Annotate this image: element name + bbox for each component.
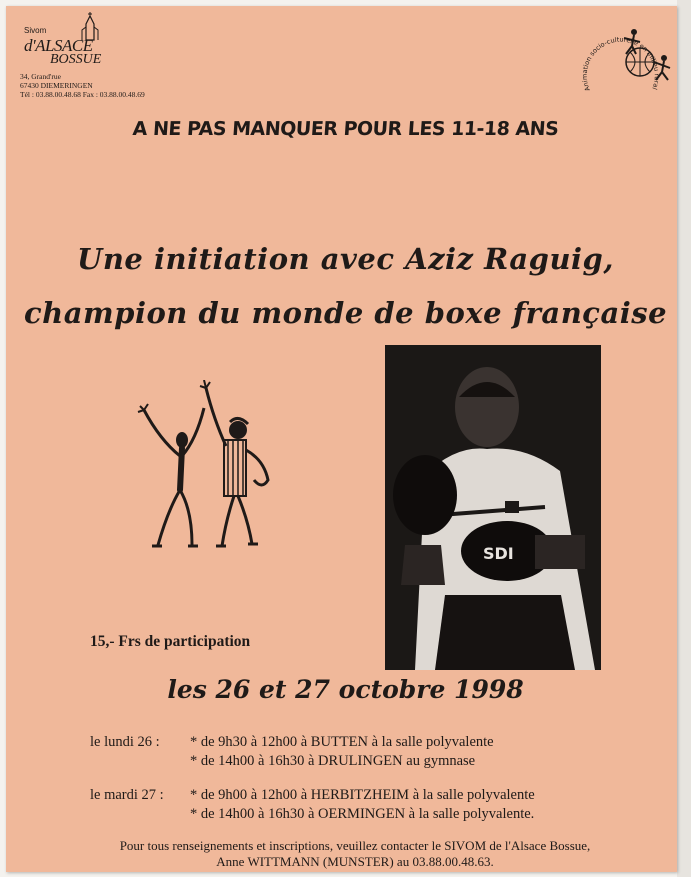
schedule-line: * de 14h00 à 16h30 à OERMINGEN à la salle polyvalente.	[190, 806, 535, 822]
schedule-line: * de 14h00 à 16h30 à DRULINGEN au gymnase	[190, 753, 476, 769]
address-line: 34, Grand'rue	[20, 72, 61, 81]
boxer-photo	[385, 345, 601, 670]
event-dates: les 26 et 27 octobre 1998	[167, 675, 524, 704]
banner-heading: A NE PAS MANQUER POUR LES 11-18 ANS	[131, 118, 560, 140]
contact-line-1: Pour tous renseignements et inscriptions, veuillez contacter le SIVOM de l'Alsace Bossue,	[119, 838, 591, 853]
address-line: Tél : 03.88.00.48.68 Fax : 03.88.00.48.69	[20, 90, 145, 99]
svg-text:Animation socio-culturelle en	[581, 36, 661, 93]
schedule-line: * de 9h30 à 12h00 à BUTTEN à la salle polyvalente	[190, 734, 494, 750]
schedule-line: * de 9h00 à 12h00 à HERBITZHEIM à la salle polyvalente	[190, 787, 535, 803]
partner-arc-text: Animation socio-culturelle en milieu rural	[580, 35, 661, 93]
logo-prefix: Sivom	[24, 26, 47, 35]
title-line-2: champion du monde de boxe française	[23, 296, 668, 330]
participation-price: 15,- Frs de participation	[90, 633, 251, 650]
dancing-figures-illustration	[130, 380, 280, 555]
partner-circle-logo-icon	[570, 18, 680, 118]
glove-logo-text: SDI	[483, 544, 514, 563]
title-line-1: Une initiation avec Aziz Raguig,	[77, 242, 614, 276]
logo-name-line2: BOSSUE	[50, 52, 102, 67]
contact-line-2: Anne WITTMANN (MUNSTER) au 03.88.00.48.63.	[216, 854, 494, 869]
contact-info	[0, 838, 691, 870]
schedule-day-label: le lundi 26 :	[90, 734, 160, 750]
address-line: 67430 DIEMERINGEN	[20, 81, 93, 90]
schedule-day-label: le mardi 27 :	[90, 787, 164, 803]
logo-name-line1: d'ALSACE	[24, 36, 93, 55]
address-block	[20, 72, 145, 99]
